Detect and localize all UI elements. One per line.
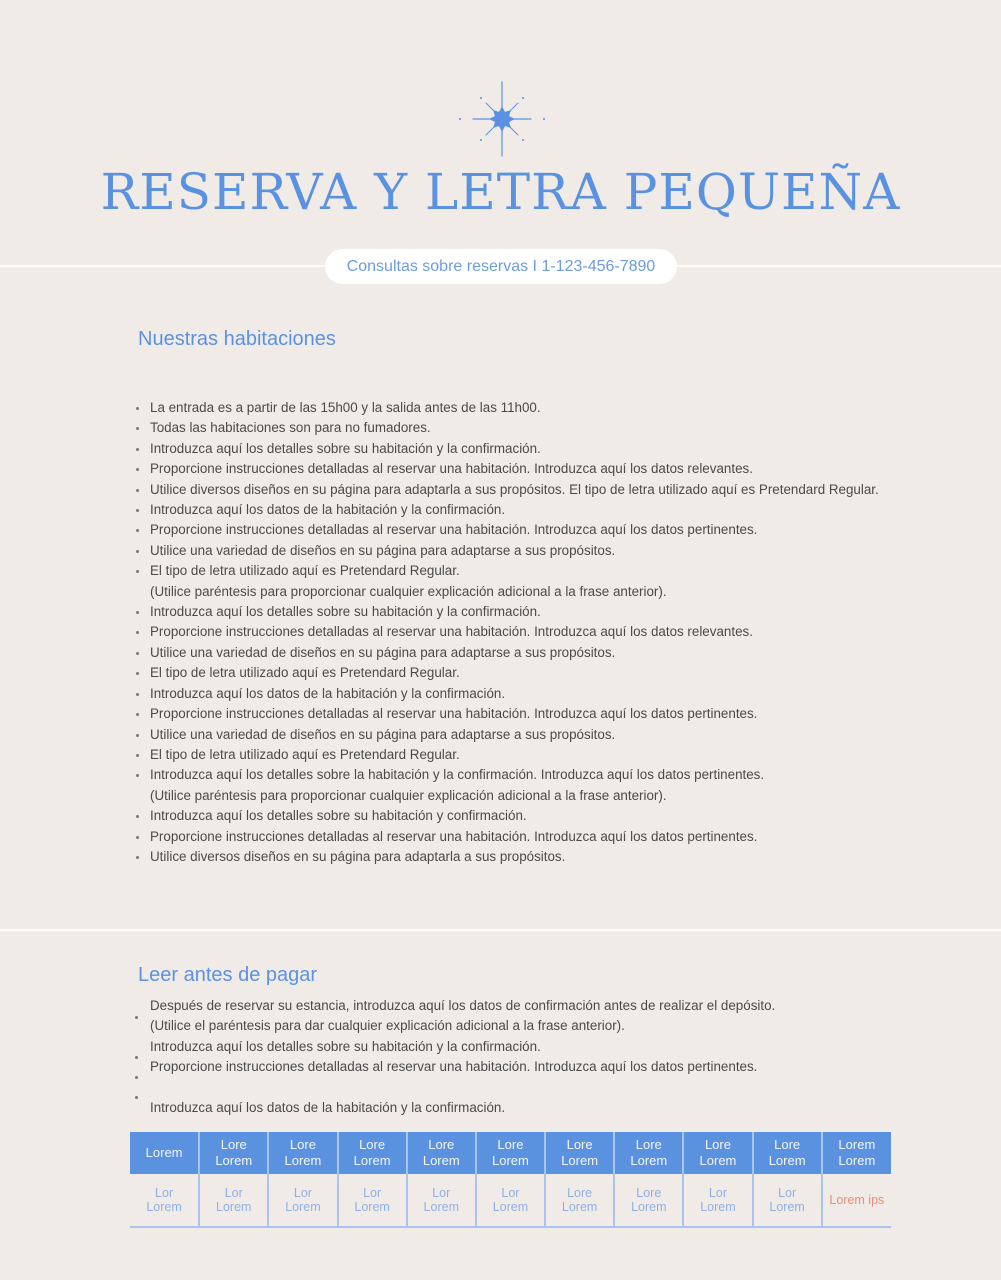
header-divider-left xyxy=(0,265,330,267)
table-cell: Lor Lorem xyxy=(130,1174,199,1227)
bullet-dot xyxy=(135,1016,138,1019)
table-header-row xyxy=(130,1132,891,1174)
payment-line xyxy=(150,1078,775,1098)
table-header-cell: Lore Lorem xyxy=(545,1132,614,1174)
list-item: Introduzca aquí los detalles sobre su habitación y confirmación. xyxy=(150,806,879,826)
table-header-cell: Lore Lorem xyxy=(753,1132,822,1174)
list-item: El tipo de letra utilizado aquí es Pretendard Regular. xyxy=(150,663,879,683)
payment-line: Introduzca aquí los datos de la habitación y la confirmación. xyxy=(150,1100,506,1116)
section-divider xyxy=(0,929,1001,931)
list-item: Utilice diversos diseños en su página para adaptarla a sus propósitos. xyxy=(150,847,879,867)
list-item: Introduzca aquí los detalles sobre su habitación y la confirmación. xyxy=(150,439,879,459)
table-header-cell: Lore Lorem xyxy=(338,1132,407,1174)
list-item: Utilice una variedad de diseños en su página para adaptarse a sus propósitos. xyxy=(150,541,879,561)
table-cell-highlight: Lorem ips xyxy=(822,1174,891,1227)
list-item: Proporcione instrucciones detalladas al reservar una habitación. Introduzca aquí los datos pertinentes. xyxy=(150,520,879,540)
table-cell: Lor Lorem xyxy=(476,1174,545,1227)
table-header-cell: Lore Lorem xyxy=(614,1132,683,1174)
list-item: Introduzca aquí los datos de la habitación y la confirmación. xyxy=(150,684,879,704)
table-header-cell: Lorem Lorem xyxy=(822,1132,891,1174)
page-title: RESERVA Y LETRA PEQUEÑA xyxy=(100,163,901,221)
list-item: Todas las habitaciones son para no fumadores. xyxy=(150,418,879,438)
table-cell: Lor Lorem xyxy=(268,1174,337,1227)
table-cell: Lor Lorem xyxy=(338,1174,407,1227)
rooms-list xyxy=(150,398,879,867)
sparkle-star-icon xyxy=(459,78,545,160)
table-cell: Lor Lorem xyxy=(199,1174,268,1227)
contact-pill: Consultas sobre reservas I 1-123-456-7890 xyxy=(325,249,677,284)
list-item: Introduzca aquí los detalles sobre la habitación y la confirmación. Introduzca aquí los datos pertinentes. (Utilice paréntesis para proporcionar cualquier explicación adicional a la frase anterior). xyxy=(150,765,879,806)
table-header-cell: Lore Lorem xyxy=(199,1132,268,1174)
bullet-dot xyxy=(135,1096,138,1099)
table-header-cell: Lore Lorem xyxy=(268,1132,337,1174)
table-row xyxy=(130,1174,891,1227)
list-item: El tipo de letra utilizado aquí es Pretendard Regular. xyxy=(150,745,879,765)
list-item: Introduzca aquí los detalles sobre su habitación y la confirmación. xyxy=(150,602,879,622)
header-divider-right xyxy=(672,265,1001,267)
list-item: Introduzca aquí los datos de la habitación y la confirmación. xyxy=(150,500,879,520)
list-item: El tipo de letra utilizado aquí es Pretendard Regular. (Utilice paréntesis para proporcionar cualquier explicación adicional a la frase anterior). xyxy=(150,561,879,602)
table-cell: Lor Lorem xyxy=(407,1174,476,1227)
payment-line: (Utilice el paréntesis para dar cualquier explicación adicional a la frase anterior). xyxy=(150,1018,625,1034)
bullet-dot xyxy=(135,1056,138,1059)
table-header-cell: Lore Lorem xyxy=(407,1132,476,1174)
table-header-cell: Lorem xyxy=(130,1132,199,1174)
payment-line: Proporcione instrucciones detalladas al reservar una habitación. Introduzca aquí los datos pertinentes. xyxy=(150,1059,758,1075)
list-item: Proporcione instrucciones detalladas al reservar una habitación. Introduzca aquí los datos relevantes. xyxy=(150,459,879,479)
payment-notes xyxy=(150,996,775,1118)
bullet-dot xyxy=(135,1076,138,1079)
rates-table xyxy=(130,1132,891,1228)
rooms-heading: Nuestras habitaciones xyxy=(138,328,336,350)
table-cell: Lor Lorem xyxy=(753,1174,822,1227)
list-item: Utilice una variedad de diseños en su página para adaptarse a sus propósitos. xyxy=(150,643,879,663)
list-item: Proporcione instrucciones detalladas al reservar una habitación. Introduzca aquí los datos pertinentes. xyxy=(150,704,879,724)
list-item: Utilice diversos diseños en su página para adaptarla a sus propósitos. El tipo de letra utilizado aquí es Pretendard Regular. xyxy=(150,480,879,500)
table-header-cell: Lore Lorem xyxy=(476,1132,545,1174)
list-item: Proporcione instrucciones detalladas al reservar una habitación. Introduzca aquí los datos relevantes. xyxy=(150,622,879,642)
table-cell: Lore Lorem xyxy=(545,1174,614,1227)
table-header-cell: Lore Lorem xyxy=(683,1132,752,1174)
table-cell: Lor Lorem xyxy=(683,1174,752,1227)
payment-line: Después de reservar su estancia, introduzca aquí los datos de confirmación antes de realizar el depósito. xyxy=(150,998,776,1013)
list-item-note: (Utilice paréntesis para proporcionar cualquier explicación adicional a la frase anterior). xyxy=(150,583,667,599)
list-item: La entrada es a partir de las 15h00 y la salida antes de las 11h00. xyxy=(150,398,879,418)
payment-heading: Leer antes de pagar xyxy=(138,964,318,986)
table-cell: Lore Lorem xyxy=(614,1174,683,1227)
list-item: Utilice una variedad de diseños en su página para adaptarse a sus propósitos. xyxy=(150,725,879,745)
payment-line: Introduzca aquí los detalles sobre su habitación y la confirmación. xyxy=(150,1038,541,1054)
list-item: Proporcione instrucciones detalladas al reservar una habitación. Introduzca aquí los datos pertinentes. xyxy=(150,827,879,847)
list-item-note: (Utilice paréntesis para proporcionar cualquier explicación adicional a la frase anterior). xyxy=(150,787,667,803)
